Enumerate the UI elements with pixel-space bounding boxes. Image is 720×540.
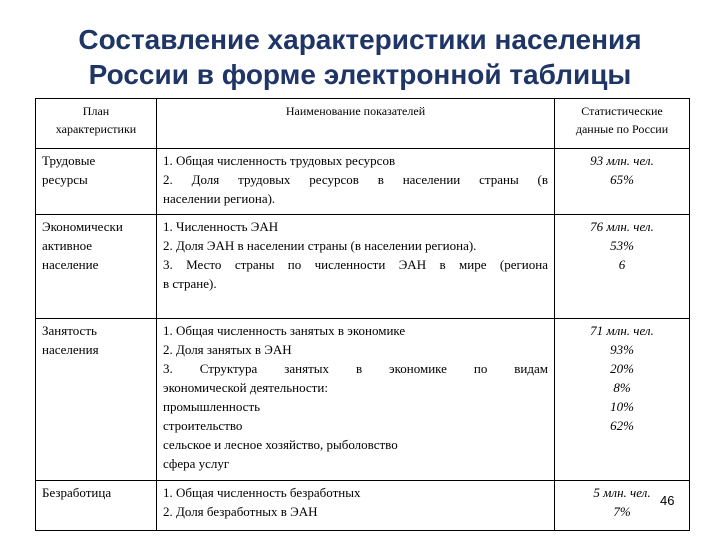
indicator-line: 1. Общая численность занятых в экономике [163, 323, 406, 338]
header-stats-line: Статистические [581, 104, 663, 118]
indicator-line: в стране). [163, 276, 217, 291]
row-stats-cell [555, 319, 690, 481]
table-row [36, 215, 690, 319]
plan-line: Занятость [42, 323, 97, 338]
indicator-line: 3. Структура занятых в экономике по видам [163, 361, 548, 376]
indicator-line: 1. Численность ЭАН [163, 219, 279, 234]
stat-value: 20% [610, 361, 634, 376]
header-stats [555, 99, 690, 149]
stat-value: 8% [613, 380, 631, 395]
stat-value: 10% [610, 399, 634, 414]
stat-value: 65% [610, 172, 634, 187]
header-stats-line: данные по России [575, 122, 669, 136]
row-indicators-cell [157, 215, 555, 319]
row-plan-cell [36, 215, 157, 319]
table-row [36, 481, 690, 531]
header-indicators-label: Наименование показателей [285, 104, 426, 118]
plan-line: Безработица [42, 485, 112, 500]
indicator-line: 2. Доля занятых в ЭАН [163, 342, 292, 357]
indicator-line: 2. Доля трудовых ресурсов в населении страны (в [163, 172, 548, 187]
page-title [0, 22, 720, 92]
title-line-1: Составление характеристики населения [78, 24, 642, 55]
title-line-2: России в форме электронной таблицы [88, 59, 632, 90]
row-plan-cell [36, 149, 157, 215]
plan-line: Трудовые [42, 153, 96, 168]
header-plan [36, 99, 157, 149]
row-plan-cell [36, 481, 157, 531]
stat-value: 76 млн. чел. [590, 219, 654, 234]
row-indicators-cell [157, 149, 555, 215]
stat-value: 7% [613, 504, 631, 519]
indicator-line: 1. Общая численность безработных [163, 485, 361, 500]
plan-line: Экономически [42, 219, 123, 234]
table-row [36, 149, 690, 215]
plan-line: население [42, 257, 99, 272]
header-plan-line: План [82, 104, 110, 118]
indicator-line: промышленность [163, 399, 261, 414]
stat-value: 53% [610, 238, 634, 253]
population-table [35, 98, 690, 531]
table-header-row [36, 99, 690, 149]
indicator-line: строительство [163, 418, 243, 433]
row-stats-cell [555, 149, 690, 215]
stat-value: 6 [618, 257, 626, 272]
plan-line: населения [42, 342, 99, 357]
indicator-line: сфера услуг [163, 456, 230, 471]
header-indicators [157, 99, 555, 149]
stat-value: 5 млн. чел. [593, 485, 651, 500]
indicator-line: 2. Доля безработных в ЭАН [163, 504, 318, 519]
table-row [36, 319, 690, 481]
indicator-line: сельское и лесное хозяйство, рыболовство [163, 437, 398, 452]
indicator-line: 3. Место страны по численности ЭАН в мире (региона [163, 257, 548, 272]
indicator-line: населении региона). [163, 191, 276, 206]
row-indicators-cell [157, 319, 555, 481]
indicator-line: 1. Общая численность трудовых ресурсов [163, 153, 396, 168]
row-stats-cell [555, 215, 690, 319]
row-plan-cell [36, 319, 157, 481]
row-indicators-cell [157, 481, 555, 531]
stat-value: 93 млн. чел. [590, 153, 654, 168]
plan-line: ресурсы [42, 172, 88, 187]
stat-value: 71 млн. чел. [590, 323, 654, 338]
page-number: 46 [660, 493, 675, 508]
plan-line: активное [42, 238, 93, 253]
stat-value: 93% [610, 342, 634, 357]
indicator-line: 2. Доля ЭАН в населении страны (в населении региона). [163, 238, 477, 253]
indicator-line: экономической деятельности: [163, 380, 328, 395]
header-plan-line: характеристики [55, 122, 137, 136]
stat-value: 62% [610, 418, 634, 433]
